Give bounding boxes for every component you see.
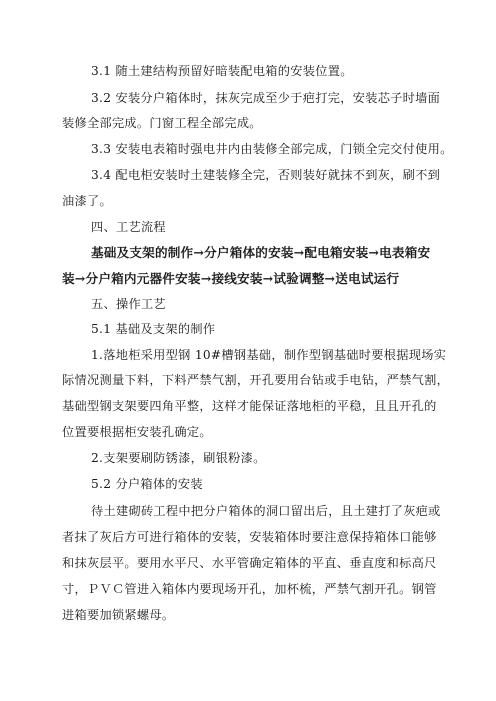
text-line: 和抹灰层平。要用水平尺、水平管确定箱体的平直、垂直度和标高尺 — [62, 556, 437, 570]
text-line: 际情况测量下料，下料严禁气割，开孔要用台钻或手电钻，严禁气割， — [62, 373, 450, 387]
text-line: 3.3 安装电表箱时强电井内由装修全部完成，门锁全完交付使用。 — [91, 142, 453, 156]
text-line: 进箱要加锁紧螺母。 — [62, 608, 175, 622]
text-line: 位置要根据柜安装孔确定。 — [62, 425, 212, 439]
text-line: 待土建砌砖工程中把分户箱体的洞口留出后，且土建打了灰疤或 — [91, 504, 441, 518]
text-line: 3.2 安装分户箱体时，抹灰完成至少于疤打完，安装芯子时墙面 — [91, 91, 441, 105]
subsection-heading: 5.2 分户箱体的安装 — [91, 477, 203, 491]
section-heading: 四、工艺流程 — [91, 220, 166, 234]
text-line: 基础型钢支架要四角平整，这样才能保证落地柜的平稳，且且开孔的 — [62, 399, 437, 413]
section-heading: 五、操作工艺 — [91, 297, 166, 311]
process-flow-line: 基础及支架的制作→分户箱体的安装→配电箱安装→电表箱安 — [91, 245, 431, 260]
text-line: 3.1 随土建结构预留好暗装配电箱的安装位置。 — [91, 64, 353, 78]
process-flow-line: 装→分户箱内元器件安装→接线安装→试验调整→送电试运行 — [62, 271, 400, 286]
text-line: 2.支架要刷防锈漆，刷银粉漆。 — [91, 451, 266, 465]
text-line: 油漆了。 — [62, 194, 112, 208]
subsection-heading: 5.1 基础及支架的制作 — [91, 322, 216, 336]
text-line: 1.落地柜采用型钢 10#槽钢基础，制作型钢基础时要根据现场实 — [91, 348, 447, 362]
text-line: 3.4 配电柜安装时土建装修全完，否则装好就抹不到灰，刷不到 — [91, 168, 441, 182]
text-line: 装修全部完成。门窗工程全部完成。 — [62, 116, 262, 130]
text-line: 寸，ＰＶＣ管进入箱体内要现场开孔，加杯梳，严禁气割开孔。钢管 — [62, 582, 437, 596]
text-line: 者抹了灰后方可进行箱体的安装，安装箱体时要注意保持箱体口能够 — [62, 530, 437, 544]
